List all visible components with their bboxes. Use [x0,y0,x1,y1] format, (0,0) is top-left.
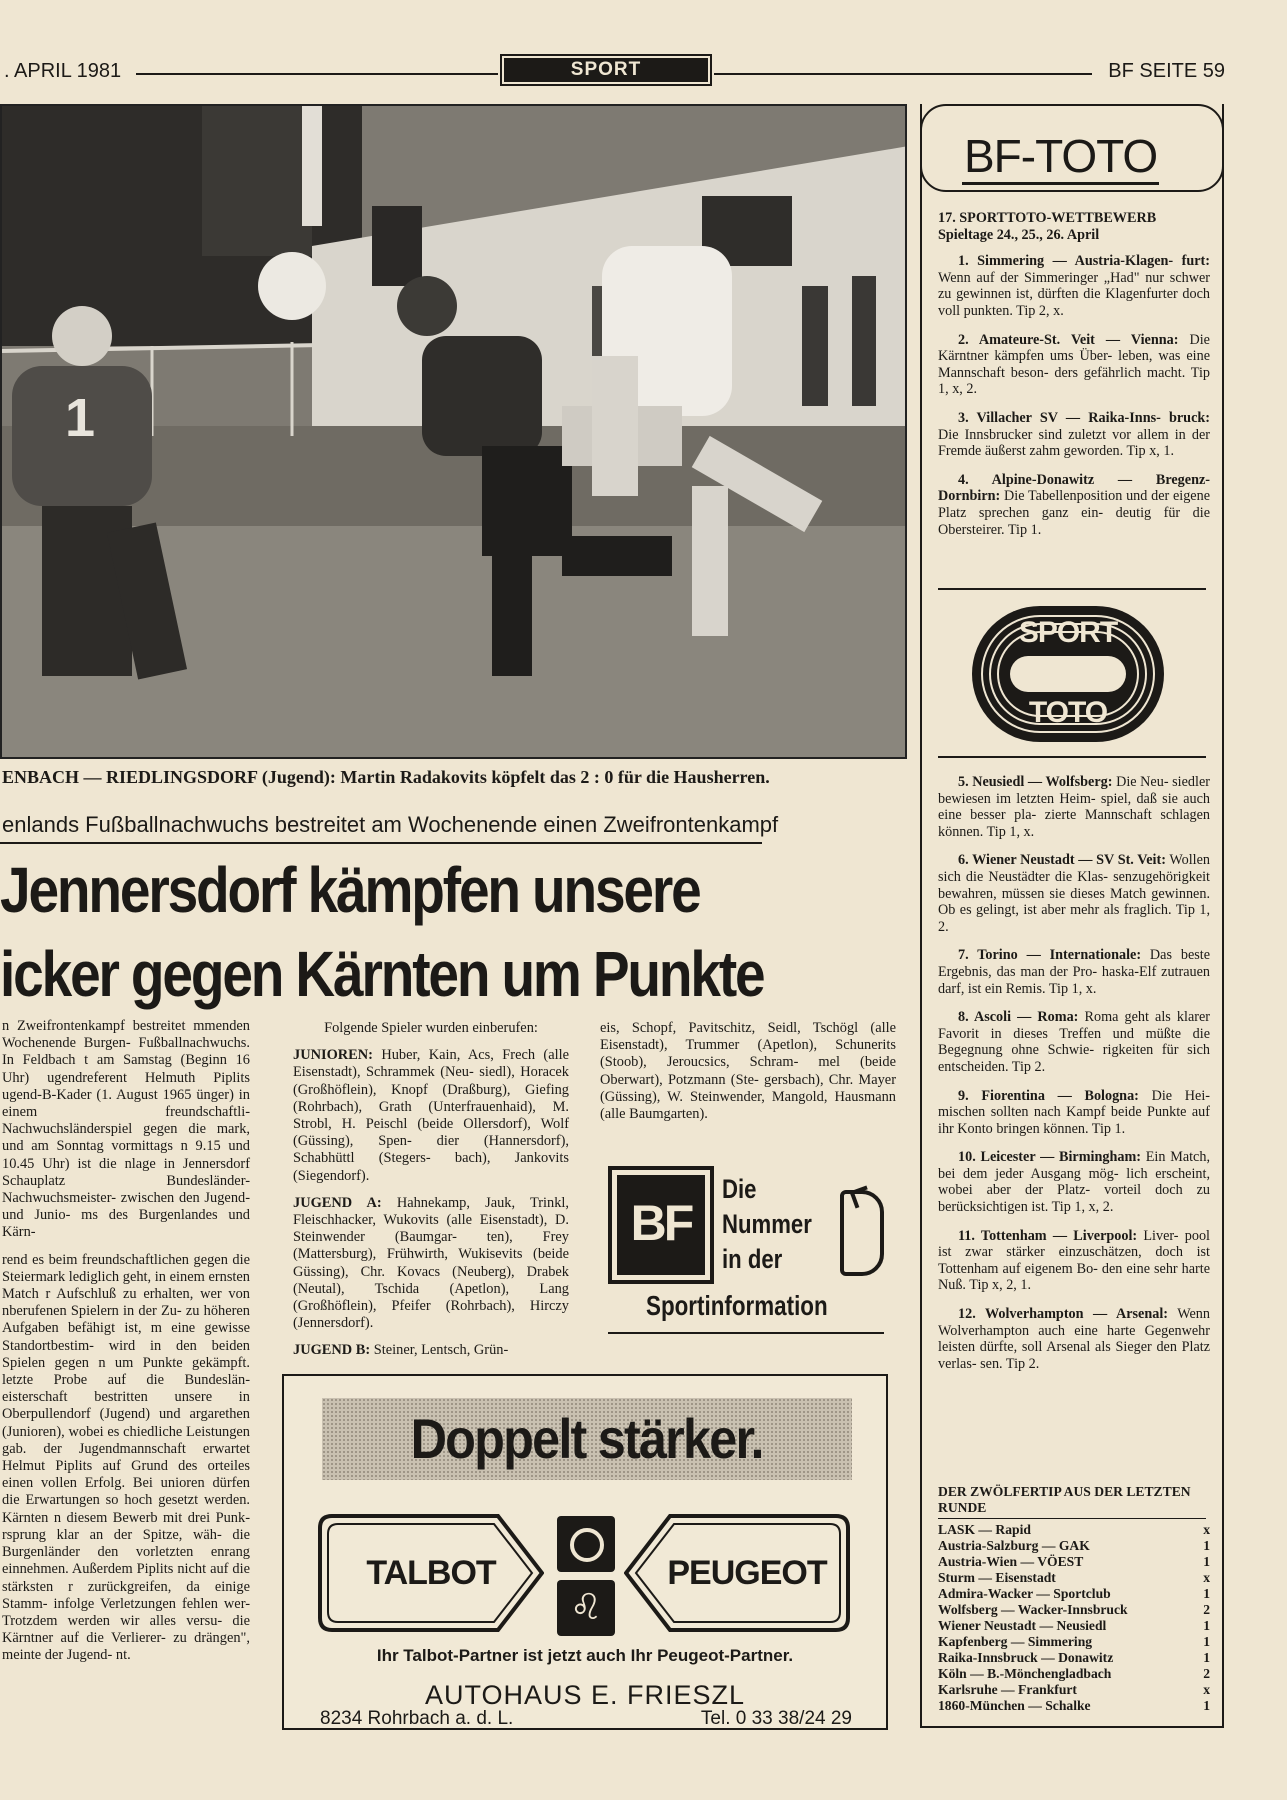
last-round-match: Austria-Wien — VÖEST [938,1554,1084,1569]
toto-match-teams: 11. Tottenham — Liverpool: [958,1227,1138,1244]
partner-line: Ihr Talbot-Partner ist jetzt auch Ihr Peugeot-Partner. [376,1646,794,1665]
bf-toto-column [920,104,1224,1728]
last-round-row [938,1522,1210,1538]
toto-match [938,1088,1210,1138]
headline-line-1: Jennersdorf kämpfen unsere [0,854,700,926]
toto-divider [938,588,1206,590]
toto-match-text: Wenn Wolverhampton auch eine harte Gegenwehr leisten dürfte, soll Arsenal als Sieger den Platz verlas- sen. Tip 2. [938,1306,1210,1372]
last-round-match: Raika-Innsbruck — Donawitz [938,1650,1114,1665]
last-round-tip: 1 [1203,1586,1210,1601]
last-round-tip: 2 [1203,1666,1210,1681]
toto-match-text: Die Tabellenposition und der eigene Platz sprechen ganz ein- deutig für die Obersteirer. Tip 1. [938,488,1210,538]
photo-caption: ENBACH — RIEDLINGSDORF (Jugend): Martin Radakovits köpfelt das 2 : 0 für die Hausherren. [2,767,770,787]
toto-match-text: Das beste Ergebnis, das man der Pro- haska-Elf zutrauen darf, ist ein Remis. Tip 1, x. [938,947,1210,997]
last-round-tip: 1 [1203,1554,1210,1569]
toto-match [938,410,1210,460]
last-round-row [938,1634,1210,1650]
article-column-2 [293,1020,569,1360]
peugeot-arrow-badge [624,1514,850,1632]
last-round-tip: 2 [1203,1602,1210,1617]
column-rule [608,1332,884,1334]
toto-match [938,852,1210,935]
article-paragraph: n Zweifrontenkampf bestreitet mmenden Wochenende Burgen- Fußballnachwuchs. In Feldbach t am Samstag (Beginn 16 Uhr) ugendreferent Helmuth Piplits ugend-B-Kader (1. August 1965 ünger) in einem freundschaftli- Nachwuchsländerspiel gegen die mark, und am Sonntag vormittags n 9.15 und 10.45 Uhr) ist die nlage in Jennersdorf Schauplatz Bundesländer-Nachwuchsmeister- zwischen den Jugend- und Junio- ms des Burgenlandes und Kärn- [2,1018,250,1241]
kicker-rule [0,842,762,844]
article-headline [0,848,774,1016]
toto-match-text: Wenn auf der Simmeringer „Had" nur schwer zu gewinnen ist, dürften die Klagenfurter doch voll punkten. Tip 2, x. [938,269,1210,319]
last-round-match: Köln — B.-Mönchengladbach [938,1666,1112,1681]
roster-jugend-a [293,1195,569,1333]
match-photo-illustration [2,106,907,759]
last-round-tip: 1 [1203,1618,1210,1633]
toto-match-teams: 4. Alpine-Donawitz — Bregenz- Dornbirn: [938,471,1210,505]
sport-toto-label-top: SPORT [1018,616,1118,649]
last-round-tip: 1 [1203,1634,1210,1649]
last-round-row [938,1650,1210,1666]
toto-match-teams: 1. Simmering — Austria-Klagen- furt: [958,253,1210,270]
last-round-tip: x [1203,1682,1210,1697]
roster-junioren [293,1047,569,1185]
last-round-row [938,1666,1210,1682]
toto-match-teams: 5. Neusiedl — Wolfsberg: [958,774,1113,790]
toto-match-text: Die Neu- siedler bewiesen im letzten Heim- spiel, daß sie auch eine besser pla- zierte Mannschaft schlagen können. Tip 1, x. [938,774,1210,840]
dealer-phone: Tel. 0 33 38/24 29 [700,1708,852,1729]
toto-match-teams: 10. Leicester — Birmingham: [958,1149,1142,1166]
toto-match-text: Die Innsbrucker sind zuletzt vor allem in der Fremde äußerst zahm geworden. Tip x, 1. [938,426,1210,460]
ad-slogan: Doppelt stärker. [410,1407,764,1470]
article-column-1 [2,1018,250,1665]
roster-continued: eis, Schopf, Pavitschitz, Seidl, Tschögl (alle Eisenstadt), Trummer (Apetlon), Schunerits (Stoob), Jeroucsics, Schram- mel (beide Oberwart), Potzmann (Ste- gersbach), Chr. Mayer (Güssing), W. Steinwender, Mangold, Hausmann (alle Baumgarten). [600,1020,896,1123]
competition-title: 17. SPORTTOTO-WETTBEWERB [938,210,1157,226]
roster-junioren-names: Huber, Kain, Acs, Frech (alle Eisenstadt), Schrammek (Neu- siedl), Horacek (Großhöflein), Knopf (Draßburg), Giefing (Rohrbach), Grath (Unterfrauenhaid), M. Strobl, H. Peischl (beide Ollersdorf), Wolf (Güssing), Spen- dier (Hannersdorf), Schabhüttl (Stegers- bach), Jankovits (Siegendorf). [293,1047,569,1184]
toto-divider [938,756,1206,758]
roster-jugend-b [293,1342,569,1359]
toto-match-teams: 8. Ascoli — Roma: [958,1009,1079,1026]
toto-match-teams: 7. Torino — Internationale: [958,947,1142,964]
last-round-rule [938,1518,1206,1519]
roster-junioren-label: JUNIOREN: [293,1047,373,1064]
number-one-graphic [840,1190,884,1276]
section-label: SPORT [504,58,708,82]
article-kicker: enlands Fußballnachwuchs bestreitet am Wochenende einen Zweifrontenkampf [2,812,779,837]
toto-match-teams: 9. Fiorentina — Bologna: [958,1087,1139,1104]
peugeot-label: PEUGEOT [667,1554,827,1592]
headline-line-2: icker gegen Kärnten um Punkte [0,938,764,1010]
toto-match-text: Liver- pool ist zwar stärker einzuschätzen, doch ist Tottenham auf eigenem Bo- den eine sehr harte Nuß. Tip x, 2, 1. [938,1227,1210,1294]
toto-match-text: Wollen sich die Neustädter die Klas- senzugehörigkeit bewahren, müssen sie dieses Match gewinnen. Ob es gelingt, ist aber mehr als fraglich. Tip 1, 2. [938,852,1210,935]
last-round-tip: x [1203,1570,1210,1585]
article-paragraph: rend es beim freundschaftlichen gegen die Steiermark lediglich geht, in einem ernsten Match r Aufschluß zu erhalten, wer von nberufenen Spielern in der Zu- zu höheren Aufgaben befähigt ist, m eine gewisse Standortbestim- wird in den beiden Spielen gegen n um Punkte gekämpft. letzte Probe auf die Bundeslän- eisterschaft bestritten unsere in Oberpullendorf (Jugend) und argarethen (Junioren), wobei es chiedliche Leistungen gab. der Jugendmannschaft erwartet Helmut Piplits auf Grund des orteiles einen vollen Erfolg. Bei unioren dürfen die Erwartungen so hoch gesetzt werden. Kärnten n diesem Bewerb mit drei Punk- rsprung klar an der Spitze, wäh- die Burgenländer den vorletzten enrang einnehmen. Außerdem Piplits nicht auf die stärksten r zurückgreifen, da einige Stamm- infolge Verletzungen fehlen wer- Trotzdem werden wir alles versu- die Kärntner auf die Verlierer- zu drängen", meinte der Jugend- nt. [2,1251,250,1664]
toto-match [938,774,1210,840]
last-round-row [938,1602,1210,1618]
talbot-peugeot-advertisement [282,1374,888,1730]
last-round-tip: 1 [1203,1538,1210,1553]
header-rule-left [136,73,498,75]
last-round-row [938,1618,1210,1634]
toto-match [938,947,1210,997]
toto-match-teams: 3. Villacher SV — Raika-Inns- bruck: [958,409,1210,426]
sport-toto-logo [970,604,1166,744]
last-round-row [938,1554,1210,1570]
toto-lower-tips [938,774,1210,1384]
article-column-3 [600,1020,896,1123]
last-round-tip: 1 [1203,1650,1210,1665]
issue-date: . APRIL 1981 [4,60,122,82]
toto-match [938,332,1210,398]
roster-intro: Folgende Spieler wurden einberufen: [324,1020,538,1036]
page-number: BF SEITE 59 [1108,60,1225,82]
bf-logo [608,1166,714,1284]
last-round-row [938,1682,1210,1698]
bf-ad-subline: Sportinformation [646,1290,828,1321]
header-rule-right [714,73,1092,75]
bf-advertisement [608,1166,888,1330]
last-round-list [938,1522,1210,1714]
toto-title-box [920,104,1224,192]
roster-jugend-a-label: JUGEND A: [293,1194,382,1211]
talbot-logo-icon [557,1516,615,1572]
last-round-match: Karlsruhe — Frankfurt [938,1682,1077,1697]
peugeot-lion-icon: ♌ [557,1580,615,1636]
dealer-address: 8234 Rohrbach a. d. L. [320,1708,514,1729]
last-round-match: Sturm — Eisenstadt [938,1570,1056,1585]
toto-upper-tips [938,210,1210,538]
toto-match [938,1306,1210,1372]
bf-ad-line: in der [722,1244,783,1274]
last-round-row [938,1586,1210,1602]
page-header [0,60,1287,90]
toto-match-text: Die Hei- mischen sollten nach Kampf beide Punkte auf ihr Konto bringen können. Tip 1. [938,1087,1210,1137]
last-round-row [938,1538,1210,1554]
bf-logo-text: BF [617,1175,705,1275]
last-round-match: 1860-München — Schalke [938,1698,1091,1713]
toto-match-text: Roma geht als klarer Favorit in dieses Treffen und müßte die Begegnung ohne Schwie- rigkeiten für sich entscheiden. Tip 2. [938,1009,1211,1075]
toto-match-teams: 12. Wolverhampton — Arsenal: [958,1306,1168,1323]
talbot-arrow-badge [318,1514,544,1632]
jersey-number: 1 [64,388,96,448]
last-round-tip: 1 [1203,1698,1210,1713]
last-round-tip: x [1203,1522,1210,1537]
toto-match [938,472,1210,538]
match-photo [0,104,907,759]
toto-match-text: Ein Match, bei dem jeder Ausgang mög- lich erscheint, wobei aber der Platz- vorteil doch zu berücksichtigen ist. Tip 1, x, 2. [938,1149,1210,1216]
toto-match-text: Die Kärntner kämpfen ums Über- leben, was eine Mannschaft beson- ders gefährlich macht. Tip 1, x, 2. [938,331,1210,398]
last-round-match: Austria-Salzburg — GAK [938,1538,1090,1553]
competition-matchdays: Spieltage 24., 25., 26. April [938,226,1100,243]
roster-jugend-b-names: Steiner, Lentsch, Grün- [370,1342,509,1359]
toto-title: BF-TOTO [962,130,1159,185]
talbot-label: TALBOT [366,1554,496,1592]
last-round-row [938,1698,1210,1714]
toto-match [938,1149,1210,1215]
last-round-row [938,1570,1210,1586]
last-round-match: LASK — Rapid [938,1522,1031,1537]
toto-match [938,253,1210,319]
bf-ad-line: Nummer [722,1209,812,1239]
dealer-name: AUTOHAUS E. FRIESZL [424,1680,746,1710]
toto-match [938,1228,1210,1294]
bf-ad-line: Die [722,1174,757,1204]
last-round-match: Wiener Neustadt — Neusiedl [938,1618,1107,1633]
toto-match [938,1009,1210,1075]
section-label-box [500,54,712,86]
ad-slogan-box [322,1398,852,1480]
roster-jugend-b-label: JUGEND B: [293,1342,371,1359]
roster-jugend-a-names: Hahnekamp, Jauk, Trinkl, Fleischhacker, Wukovits (alle Eisenstadt), D. Steinwender (Baumgar- ten), Frey (Mattersburg), Frühwirth, Wukisevits (beide Güssing), Chr. Kovacs (Neuberg), Drabek (Neutal), Tschida (Apetlon), Lang (Großhöflein), Pfeifer (Rohrbach), Hirczy (Jennersdorf). [293,1194,570,1332]
toto-match-teams: 6. Wiener Neustadt — SV St. Veit: [958,852,1166,869]
toto-match-teams: 2. Amateure-St. Veit — Vienna: [958,331,1179,348]
bf-ad-lines [722,1172,812,1277]
last-round-match: Admira-Wacker — Sportclub [938,1586,1111,1601]
last-round-match: Kapfenberg — Simmering [938,1634,1093,1649]
sport-toto-label-bottom: TOTO [1028,696,1108,729]
last-round-match: Wolfsberg — Wacker-Innsbruck [938,1602,1128,1617]
last-round-title: DER ZWÖLFERTIP AUS DER LETZTEN RUNDE [938,1484,1191,1515]
